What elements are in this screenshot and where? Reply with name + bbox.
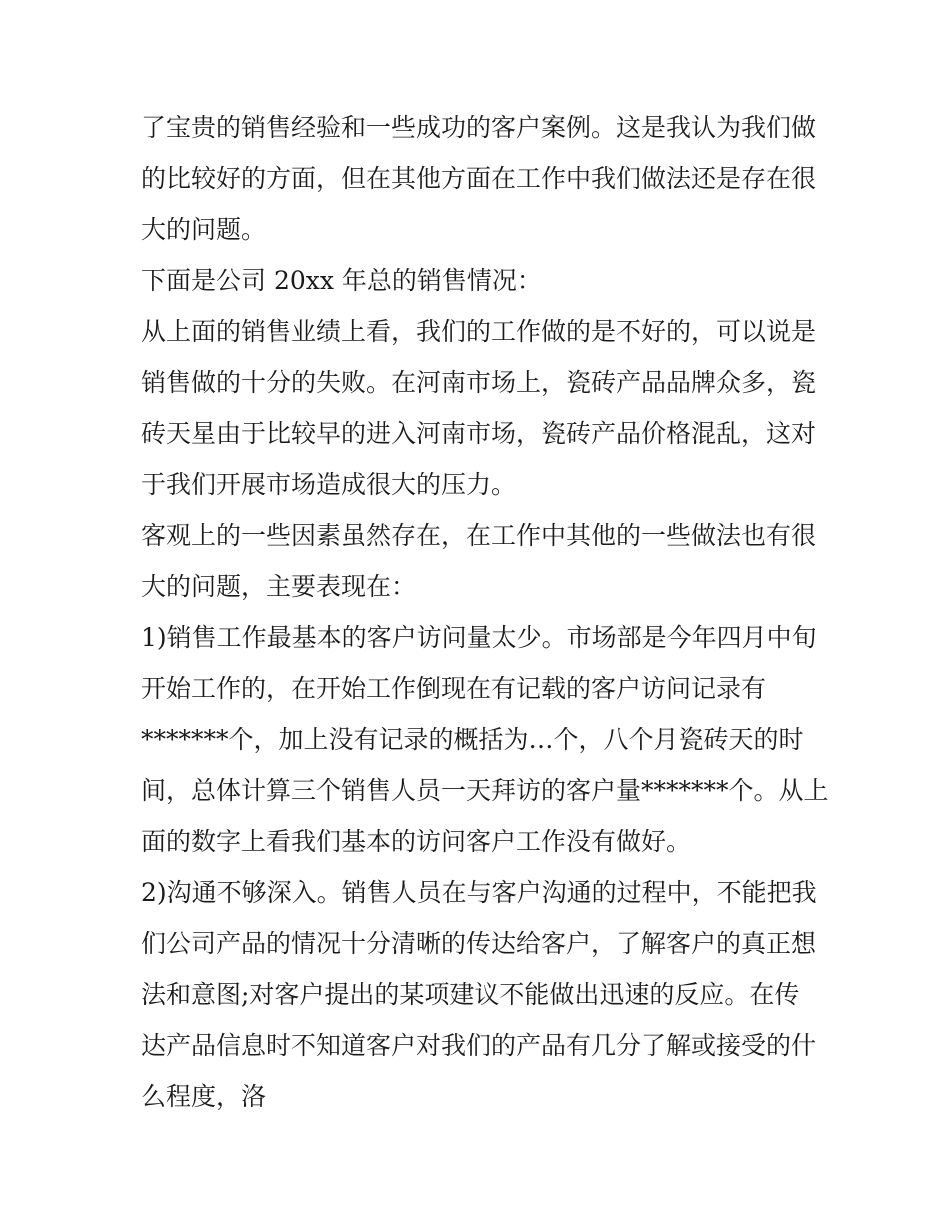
text-line: 1)销售工作最基本的客户访问量太少。市场部是今年四月中旬 xyxy=(141,623,817,652)
text-line: 大的问题。 xyxy=(141,215,267,244)
text-line: 面的数字上看我们基本的访问客户工作没有做好。 xyxy=(141,827,692,856)
text-line: 客观上的一些因素虽然存在，在工作中其他的一些做法也有很 xyxy=(141,521,817,550)
text-line: 下面是公司 20xx 年总的销售情况： xyxy=(141,266,542,295)
text-line: 大的问题，主要表现在： xyxy=(141,572,417,601)
text-line: 么程度，洛 xyxy=(141,1082,267,1111)
text-line: 间，总体计算三个销售人员一天拜访的客户量*******个。从上 xyxy=(141,776,829,805)
text-line: 于我们开展市场造成很大的压力。 xyxy=(141,470,517,499)
text-line: 销售做的十分的失败。在河南市场上，瓷砖产品品牌众多，瓷 xyxy=(141,368,817,397)
text-line: 法和意图;对客户提出的某项建议不能做出迅速的反应。在传 xyxy=(141,980,800,1009)
text-line: 的比较好的方面，但在其他方面在工作中我们做法还是存在很 xyxy=(141,164,817,193)
text-line: *******个，加上没有记录的概括为…个，八个月瓷砖天的时 xyxy=(141,725,804,754)
text-line: 2)沟通不够深入。销售人员在与客户沟通的过程中，不能把我 xyxy=(141,878,817,907)
text-line: 砖天星由于比较早的进入河南市场，瓷砖产品价格混乱，这对 xyxy=(141,419,817,448)
text-line: 从上面的销售业绩上看，我们的工作做的是不好的，可以说是 xyxy=(141,317,817,346)
text-line: 开始工作的，在开始工作倒现在有记载的客户访问记录有 xyxy=(141,674,767,703)
document-body xyxy=(141,102,829,1122)
text-line: 了宝贵的销售经验和一些成功的客户案例。这是我认为我们做 xyxy=(141,113,817,142)
text-line: 们公司产品的情况十分清晰的传达给客户，了解客户的真正想 xyxy=(141,929,817,958)
text-line: 达产品信息时不知道客户对我们的产品有几分了解或接受的什 xyxy=(141,1031,817,1060)
